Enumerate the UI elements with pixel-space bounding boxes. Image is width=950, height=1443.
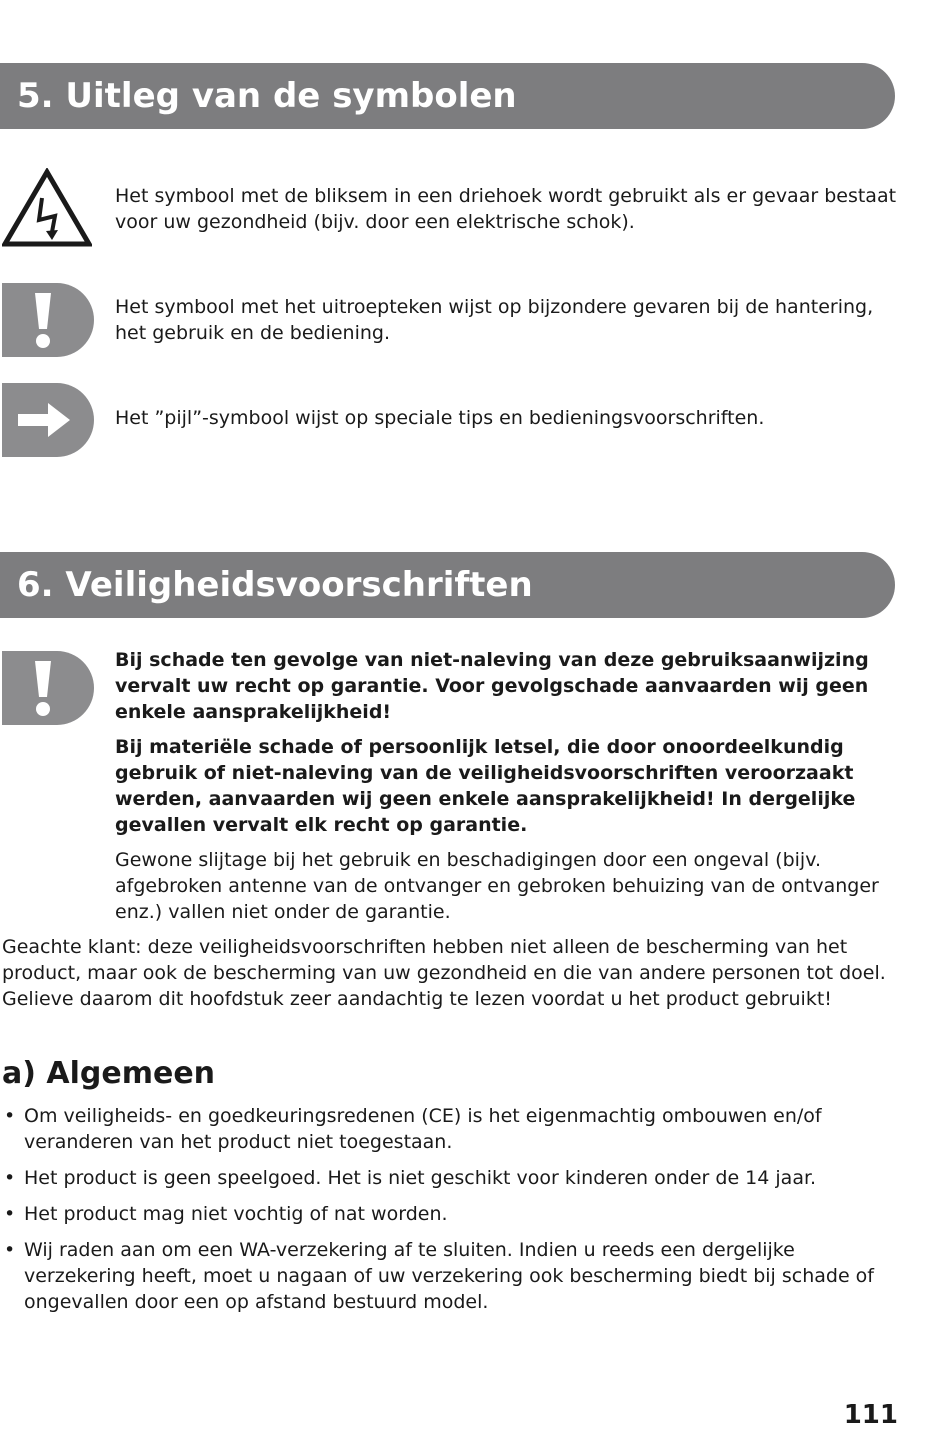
warranty-warning: Bij schade ten gevolge van niet-naleving van deze gebruiksaanwijzing vervalt uw recht op garantie. Voor gevolgschade aanvaarden wij geen enkele aansprakelijkheid! [115,649,869,723]
lightning-warning-icon [2,168,92,248]
liability-warning: Bij materiële schade of persoonlijk letsel, die door onoordeelkundig gebruik of niet-naleving van de veiligheidsvoorschriften veroorzaakt werden, aanvaarden wij geen enkele aansprakelijkheid! In dergelijke gevallen vervalt elk recht op garantie. [115,736,856,836]
safety-intro: Geachte klant: deze veiligheidsvoorschriften hebben niet alleen de bescherming van het product, maar ook de bescherming van uw gezondheid en die van andere personen tot doel. Gelieve daarom dit hoofdstuk zeer aandachtig te lezen voordat u het product gebruikt! [2,936,886,1010]
page-number: 111 [843,1400,898,1430]
list-item [2,1237,900,1315]
list-item-text: Wij raden aan om een WA-verzekering af te sluiten. Indien u reeds een dergelijke verzekering heeft, moet u nagaan of uw verzekering ook bescherming biedt bij schade of ongevallen door een op afstand bestuurd model. [24,1239,874,1313]
bullet-icon: • [4,1105,16,1127]
list-item-text: Het product is geen speelgoed. Het is niet geschikt voor kinderen onder de 14 jaar. [24,1167,817,1189]
lightning-symbol-description: Het symbool met de bliksem in een driehoek wordt gebruikt als er gevaar bestaat voor uw gezondheid (bijv. door een elektrische schok). [115,185,897,233]
bullet-icon: • [4,1167,16,1189]
list-item [2,1103,900,1155]
arrow-right-icon [2,383,94,457]
list-item-text: Het product mag niet vochtig of nat worden. [24,1203,448,1225]
exclamation-symbol-description: Het symbool met het uitroepteken wijst op bijzondere gevaren bij de hantering, het gebruik en de bediening. [115,296,874,344]
list-item-text: Om veiligheids- en goedkeuringsredenen (CE) is het eigenmachtig ombouwen en/of veranderen van het product niet toegestaan. [24,1105,822,1153]
section-5-heading: 5. Uitleg van de symbolen [0,63,895,129]
general-bullet-list [2,1103,900,1325]
bullet-icon: • [4,1239,16,1261]
list-item [2,1201,900,1227]
arrow-symbol-description: Het ”pijl”-symbool wijst op speciale tips en bedieningsvoorschriften. [115,407,765,429]
list-item [2,1165,900,1191]
exclamation-icon [2,283,94,357]
section-6-heading: 6. Veiligheidsvoorschriften [0,552,895,618]
subsection-general-heading: a) Algemeen [2,1056,216,1091]
wear-notice: Gewone slijtage bij het gebruik en beschadigingen door een ongeval (bijv. afgebroken antenne van de ontvanger en gebroken behuizing van de ontvanger enz.) vallen niet onder de garantie. [115,849,879,923]
bullet-icon: • [4,1203,16,1225]
exclamation-icon [2,651,94,725]
